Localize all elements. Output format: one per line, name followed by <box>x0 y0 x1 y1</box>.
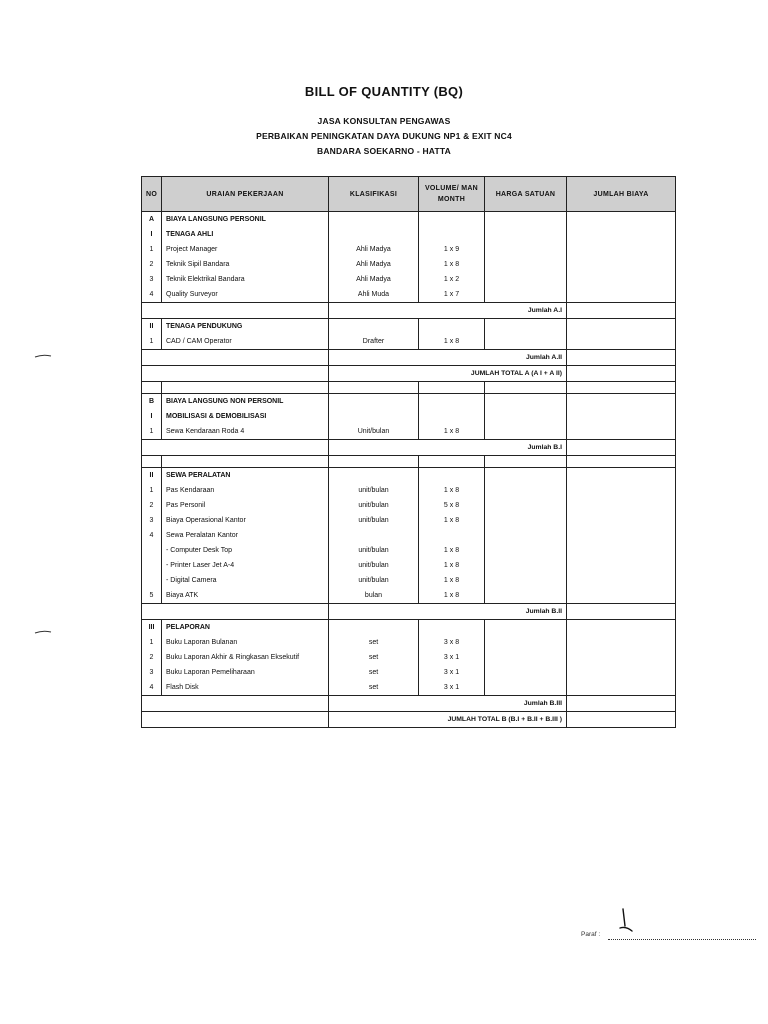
uraian-cell: Buku Laporan Pemeliharaan <box>162 665 329 680</box>
section-row <box>142 227 676 242</box>
uraian-cell: - Computer Desk Top <box>162 543 329 558</box>
uraian-cell: Quality Surveyor <box>162 287 329 303</box>
jumlah-biaya-cell <box>567 558 676 573</box>
no-cell: II <box>142 468 162 484</box>
no-cell: 4 <box>142 680 162 696</box>
klasifikasi-cell: unit/bulan <box>329 498 419 513</box>
item-row <box>142 528 676 543</box>
item-row <box>142 498 676 513</box>
uraian-cell: BIAYA LANGSUNG NON PERSONIL <box>162 394 329 410</box>
empty-cell <box>162 456 329 468</box>
total-row <box>142 366 676 382</box>
no-cell: 3 <box>142 665 162 680</box>
klasifikasi-cell: Drafter <box>329 334 419 350</box>
paraf-label: Paraf : <box>581 931 601 938</box>
harga-satuan-cell <box>485 588 567 604</box>
section-row <box>142 468 676 484</box>
no-cell: II <box>142 319 162 335</box>
klasifikasi-cell: unit/bulan <box>329 558 419 573</box>
jumlah-biaya-cell <box>567 665 676 680</box>
klasifikasi-cell: unit/bulan <box>329 483 419 498</box>
klasifikasi-cell <box>329 319 419 335</box>
harga-satuan-cell <box>485 394 567 410</box>
item-row <box>142 483 676 498</box>
klasifikasi-cell: set <box>329 650 419 665</box>
spacer-row <box>142 382 676 394</box>
volume-cell <box>419 528 485 543</box>
uraian-cell: Pas Personil <box>162 498 329 513</box>
uraian-cell: Sewa Peralatan Kantor <box>162 528 329 543</box>
item-row <box>142 588 676 604</box>
no-cell: 3 <box>142 272 162 287</box>
no-cell: 4 <box>142 528 162 543</box>
subtotal-row <box>142 604 676 620</box>
no-cell <box>142 558 162 573</box>
section-row <box>142 409 676 424</box>
harga-satuan-cell <box>485 635 567 650</box>
uraian-cell: Project Manager <box>162 242 329 257</box>
harga-satuan-cell <box>485 498 567 513</box>
jumlah-biaya-cell <box>567 620 676 636</box>
item-row <box>142 680 676 696</box>
subtitle-line-1: JASA KONSULTAN PENGAWAS <box>317 116 451 126</box>
volume-cell: 1 x 8 <box>419 334 485 350</box>
harga-satuan-cell <box>485 319 567 335</box>
volume-cell: 1 x 8 <box>419 558 485 573</box>
uraian-cell: - Printer Laser Jet A-4 <box>162 558 329 573</box>
uraian-cell: CAD / CAM Operator <box>162 334 329 350</box>
jumlah-biaya-cell <box>567 257 676 272</box>
no-cell: 5 <box>142 588 162 604</box>
item-row <box>142 635 676 650</box>
klasifikasi-cell: unit/bulan <box>329 573 419 588</box>
harga-satuan-cell <box>485 257 567 272</box>
amount-cell <box>567 366 676 382</box>
harga-satuan-cell <box>485 650 567 665</box>
jumlah-biaya-cell <box>567 513 676 528</box>
total-label: JUMLAH TOTAL A (A I + A II) <box>329 366 567 382</box>
empty-cell <box>142 366 329 382</box>
jumlah-biaya-cell <box>567 334 676 350</box>
no-cell: 2 <box>142 650 162 665</box>
jumlah-biaya-cell <box>567 588 676 604</box>
no-cell: A <box>142 212 162 228</box>
header-volume: VOLUME/ MAN MONTH <box>419 177 485 212</box>
harga-satuan-cell <box>485 483 567 498</box>
volume-cell <box>419 468 485 484</box>
total-row <box>142 712 676 728</box>
empty-cell <box>567 382 676 394</box>
no-cell: 1 <box>142 483 162 498</box>
scan-edge-mark <box>34 630 52 634</box>
no-cell: III <box>142 620 162 636</box>
uraian-cell: - Digital Camera <box>162 573 329 588</box>
jumlah-biaya-cell <box>567 650 676 665</box>
klasifikasi-cell <box>329 528 419 543</box>
uraian-cell: Buku Laporan Bulanan <box>162 635 329 650</box>
no-cell: 1 <box>142 334 162 350</box>
harga-satuan-cell <box>485 287 567 303</box>
empty-cell <box>419 382 485 394</box>
volume-cell: 1 x 8 <box>419 257 485 272</box>
subtotal-label: Jumlah B.II <box>329 604 567 620</box>
uraian-cell: Sewa Kendaraan Roda 4 <box>162 424 329 440</box>
volume-cell <box>419 319 485 335</box>
jumlah-biaya-cell <box>567 573 676 588</box>
harga-satuan-cell <box>485 558 567 573</box>
empty-cell <box>485 456 567 468</box>
empty-cell <box>142 440 329 456</box>
jumlah-biaya-cell <box>567 498 676 513</box>
klasifikasi-cell: set <box>329 680 419 696</box>
uraian-cell: PELAPORAN <box>162 620 329 636</box>
klasifikasi-cell: Ahli Muda <box>329 287 419 303</box>
amount-cell <box>567 712 676 728</box>
klasifikasi-cell: Unit/bulan <box>329 424 419 440</box>
klasifikasi-cell: Ahli Madya <box>329 257 419 272</box>
empty-cell <box>142 303 329 319</box>
empty-cell <box>419 456 485 468</box>
jumlah-biaya-cell <box>567 287 676 303</box>
harga-satuan-cell <box>485 543 567 558</box>
volume-cell: 3 x 1 <box>419 650 485 665</box>
subtotal-row <box>142 440 676 456</box>
jumlah-biaya-cell <box>567 528 676 543</box>
subtitle-line-2: PERBAIKAN PENINGKATAN DAYA DUKUNG NP1 & EXIT NC4 <box>256 131 512 141</box>
item-row <box>142 424 676 440</box>
uraian-cell: MOBILISASI & DEMOBILISASI <box>162 409 329 424</box>
jumlah-biaya-cell <box>567 394 676 410</box>
harga-satuan-cell <box>485 513 567 528</box>
klasifikasi-cell <box>329 620 419 636</box>
harga-satuan-cell <box>485 227 567 242</box>
volume-cell <box>419 394 485 410</box>
subtotal-label: Jumlah A.I <box>329 303 567 319</box>
item-row <box>142 257 676 272</box>
jumlah-biaya-cell <box>567 409 676 424</box>
header-harga-satuan: HARGA SATUAN <box>485 177 567 212</box>
subtitle-line-3: BANDARA SOEKARNO - HATTA <box>316 146 452 156</box>
volume-cell: 3 x 8 <box>419 635 485 650</box>
item-row <box>142 573 676 588</box>
table-header-row <box>142 177 676 212</box>
paraf-signature <box>614 906 638 936</box>
bill-of-quantity-table <box>141 176 676 728</box>
no-cell: B <box>142 394 162 410</box>
volume-cell: 5 x 8 <box>419 498 485 513</box>
jumlah-biaya-cell <box>567 680 676 696</box>
uraian-cell: Teknik Elektrikal Bandara <box>162 272 329 287</box>
section-row <box>142 394 676 410</box>
uraian-cell: TENAGA PENDUKUNG <box>162 319 329 335</box>
jumlah-biaya-cell <box>567 212 676 228</box>
subtotal-label: Jumlah B.I <box>329 440 567 456</box>
empty-cell <box>142 350 329 366</box>
volume-cell: 1 x 8 <box>419 588 485 604</box>
no-cell: 1 <box>142 242 162 257</box>
subtotal-label: Jumlah A.II <box>329 350 567 366</box>
subtotal-row <box>142 350 676 366</box>
harga-satuan-cell <box>485 242 567 257</box>
jumlah-biaya-cell <box>567 227 676 242</box>
section-row <box>142 212 676 228</box>
volume-cell: 1 x 8 <box>419 483 485 498</box>
header-jumlah-biaya: JUMLAH BIAYA <box>567 177 676 212</box>
harga-satuan-cell <box>485 409 567 424</box>
paraf-line <box>608 939 756 940</box>
volume-cell: 1 x 8 <box>419 424 485 440</box>
uraian-cell: Biaya ATK <box>162 588 329 604</box>
subtotal-label: Jumlah B.III <box>329 696 567 712</box>
uraian-cell: Biaya Operasional Kantor <box>162 513 329 528</box>
item-row <box>142 272 676 287</box>
no-cell: 1 <box>142 635 162 650</box>
harga-satuan-cell <box>485 424 567 440</box>
header-klasifikasi: KLASIFIKASI <box>329 177 419 212</box>
uraian-cell: Teknik Sipil Bandara <box>162 257 329 272</box>
empty-cell <box>142 604 329 620</box>
jumlah-biaya-cell <box>567 468 676 484</box>
item-row <box>142 650 676 665</box>
klasifikasi-cell <box>329 468 419 484</box>
harga-satuan-cell <box>485 620 567 636</box>
klasifikasi-cell: set <box>329 665 419 680</box>
amount-cell <box>567 303 676 319</box>
no-cell: I <box>142 227 162 242</box>
uraian-cell: Pas Kendaraan <box>162 483 329 498</box>
empty-cell <box>329 382 419 394</box>
harga-satuan-cell <box>485 573 567 588</box>
item-row <box>142 543 676 558</box>
harga-satuan-cell <box>485 272 567 287</box>
klasifikasi-cell <box>329 409 419 424</box>
jumlah-biaya-cell <box>567 242 676 257</box>
harga-satuan-cell <box>485 680 567 696</box>
klasifikasi-cell: unit/bulan <box>329 513 419 528</box>
jumlah-biaya-cell <box>567 424 676 440</box>
section-row <box>142 620 676 636</box>
item-row <box>142 334 676 350</box>
volume-cell <box>419 409 485 424</box>
empty-cell <box>567 456 676 468</box>
subtotal-row <box>142 303 676 319</box>
klasifikasi-cell: Ahli Madya <box>329 242 419 257</box>
item-row <box>142 242 676 257</box>
empty-cell <box>329 456 419 468</box>
jumlah-biaya-cell <box>567 319 676 335</box>
jumlah-biaya-cell <box>567 635 676 650</box>
no-cell: 2 <box>142 257 162 272</box>
uraian-cell: Buku Laporan Akhir & Ringkasan Eksekutif <box>162 650 329 665</box>
amount-cell <box>567 440 676 456</box>
volume-cell: 3 x 1 <box>419 665 485 680</box>
amount-cell <box>567 604 676 620</box>
klasifikasi-cell: Ahli Madya <box>329 272 419 287</box>
uraian-cell: Flash Disk <box>162 680 329 696</box>
volume-cell: 1 x 7 <box>419 287 485 303</box>
no-cell: I <box>142 409 162 424</box>
klasifikasi-cell <box>329 212 419 228</box>
jumlah-biaya-cell <box>567 483 676 498</box>
klasifikasi-cell <box>329 227 419 242</box>
empty-cell <box>142 696 329 712</box>
harga-satuan-cell <box>485 212 567 228</box>
item-row <box>142 287 676 303</box>
subtotal-row <box>142 696 676 712</box>
uraian-cell: BIAYA LANGSUNG PERSONIL <box>162 212 329 228</box>
jumlah-biaya-cell <box>567 543 676 558</box>
amount-cell <box>567 350 676 366</box>
no-cell: 1 <box>142 424 162 440</box>
volume-cell <box>419 227 485 242</box>
empty-cell <box>485 382 567 394</box>
volume-cell <box>419 620 485 636</box>
no-cell <box>142 573 162 588</box>
total-label: JUMLAH TOTAL B (B.I + B.II + B.III ) <box>329 712 567 728</box>
no-cell: 4 <box>142 287 162 303</box>
item-row <box>142 665 676 680</box>
spacer-row <box>142 456 676 468</box>
no-cell: 2 <box>142 498 162 513</box>
table-body <box>142 212 676 728</box>
uraian-cell: SEWA PERALATAN <box>162 468 329 484</box>
harga-satuan-cell <box>485 665 567 680</box>
header-uraian: URAIAN PEKERJAAN <box>162 177 329 212</box>
volume-cell: 1 x 8 <box>419 513 485 528</box>
no-cell <box>142 543 162 558</box>
item-row <box>142 513 676 528</box>
volume-cell: 1 x 8 <box>419 573 485 588</box>
no-cell: 3 <box>142 513 162 528</box>
harga-satuan-cell <box>485 528 567 543</box>
item-row <box>142 558 676 573</box>
jumlah-biaya-cell <box>567 272 676 287</box>
volume-cell: 1 x 9 <box>419 242 485 257</box>
klasifikasi-cell: bulan <box>329 588 419 604</box>
volume-cell: 1 x 2 <box>419 272 485 287</box>
harga-satuan-cell <box>485 334 567 350</box>
harga-satuan-cell <box>485 468 567 484</box>
volume-cell <box>419 212 485 228</box>
document-title: BILL OF QUANTITY (BQ) <box>304 84 464 99</box>
header-no: NO <box>142 177 162 212</box>
empty-cell <box>142 382 162 394</box>
klasifikasi-cell: set <box>329 635 419 650</box>
volume-cell: 3 x 1 <box>419 680 485 696</box>
amount-cell <box>567 696 676 712</box>
volume-cell: 1 x 8 <box>419 543 485 558</box>
klasifikasi-cell: unit/bulan <box>329 543 419 558</box>
klasifikasi-cell <box>329 394 419 410</box>
empty-cell <box>162 382 329 394</box>
scan-edge-mark <box>34 354 52 358</box>
empty-cell <box>142 456 162 468</box>
section-row <box>142 319 676 335</box>
uraian-cell: TENAGA AHLI <box>162 227 329 242</box>
empty-cell <box>142 712 329 728</box>
